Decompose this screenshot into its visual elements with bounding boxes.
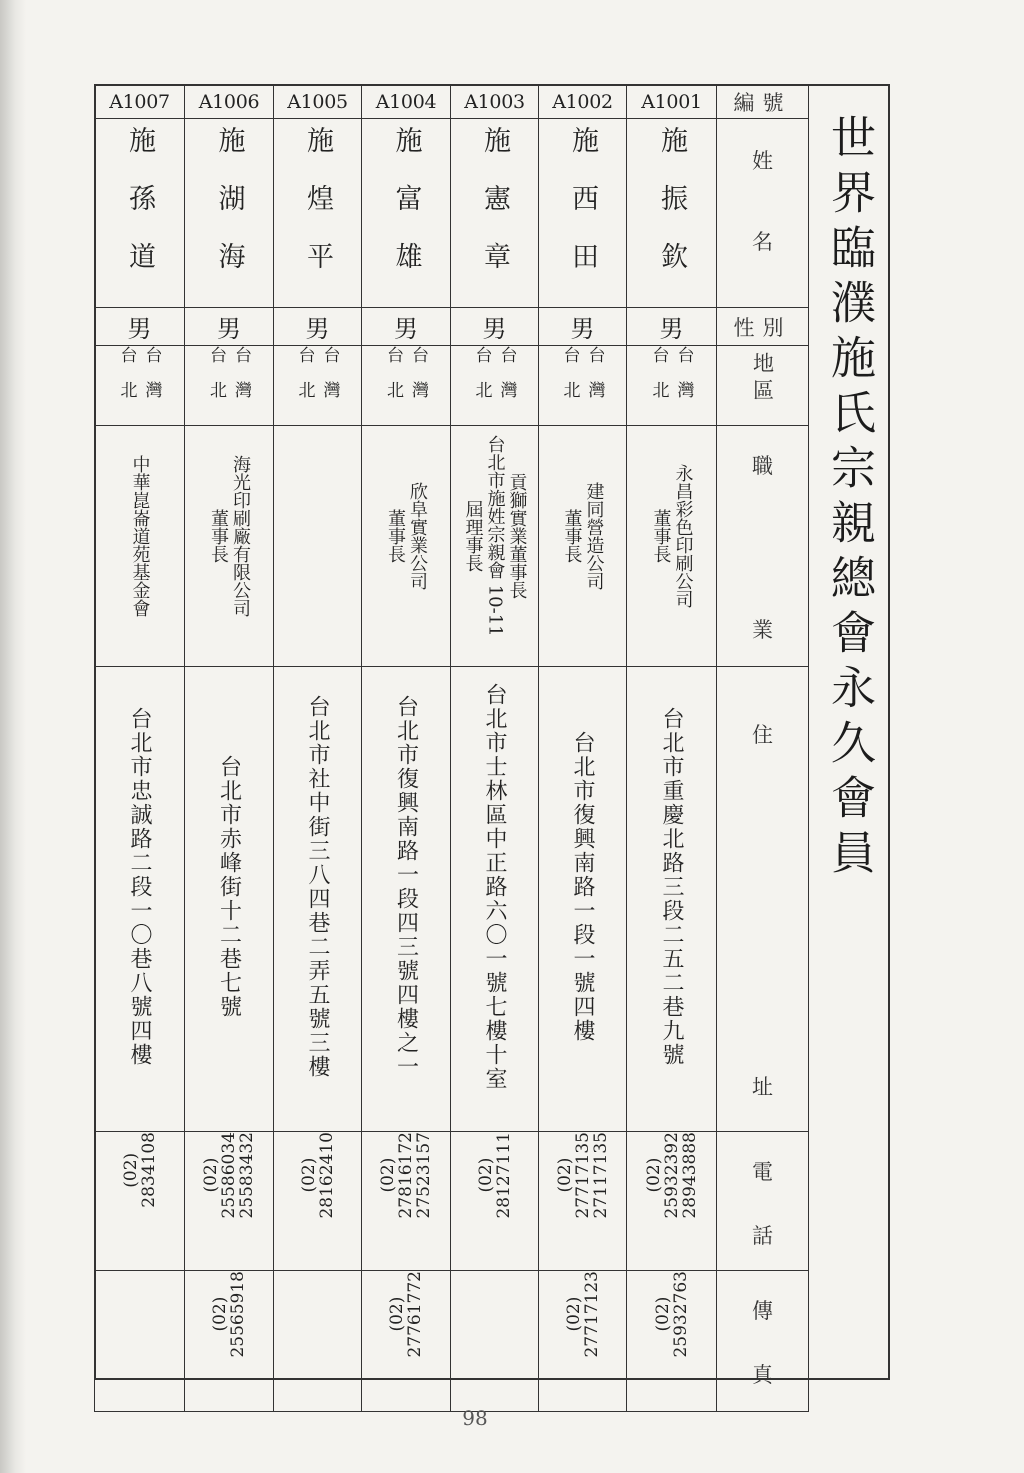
member-job-line: 董事長 bbox=[561, 509, 583, 563]
member-tel-line: (02) bbox=[298, 1157, 319, 1193]
member-tel-line: 25932392 bbox=[661, 1132, 682, 1219]
member-tel-line: (02) bbox=[643, 1157, 664, 1193]
member-job-line: 欣阜實業公司 bbox=[407, 482, 428, 590]
member-job-line: 貢獅實業董事長 bbox=[506, 473, 528, 599]
member-tel-line: (02) bbox=[378, 1157, 398, 1193]
member-job-line: 董事長 bbox=[208, 509, 229, 563]
member-name: 施煌平 bbox=[302, 126, 333, 300]
member-tel-line: (02) bbox=[475, 1157, 496, 1193]
member-region-2: 台北 bbox=[206, 346, 226, 416]
member-address: 台北市士林區中正路六〇一號七樓十室 bbox=[482, 683, 507, 1091]
label-sex: 性別 bbox=[717, 308, 809, 346]
member-tel-line: 28943888 bbox=[679, 1132, 700, 1219]
member-region-1: 台灣 bbox=[496, 346, 517, 416]
member-id: A1002 bbox=[539, 85, 627, 119]
member-tel-line: 27523157 bbox=[414, 1132, 434, 1219]
member-fax-line: (02) bbox=[563, 1296, 584, 1332]
member-address: 台北市復興南路一段一號四樓 bbox=[570, 731, 595, 1043]
book-spine-shadow bbox=[0, 0, 26, 1473]
label-addr-bottom: 址 bbox=[752, 1075, 773, 1099]
member-sex: 男 bbox=[185, 308, 274, 346]
member-region-2: 台北 bbox=[383, 346, 403, 416]
member-fax-line: 27761772 bbox=[405, 1271, 425, 1358]
member-tel-line: 28162410 bbox=[316, 1132, 337, 1219]
member-address: 台北市社中街三八四巷二弄五號三樓 bbox=[305, 695, 330, 1079]
page-title: 世界臨濮施氏宗親總會永久會員 bbox=[823, 114, 876, 884]
member-tel-line: 2834108 bbox=[138, 1132, 159, 1208]
member-region-1: 台灣 bbox=[231, 346, 251, 416]
page-number: 98 bbox=[462, 1406, 488, 1430]
member-address: 台北市赤峰街十二巷七號 bbox=[216, 755, 242, 1019]
member-name: 施富雄 bbox=[390, 126, 422, 300]
label-job-top: 職 bbox=[752, 454, 773, 478]
member-job-line: 董事長 bbox=[385, 509, 406, 563]
member-job-line: 董事長 bbox=[650, 509, 672, 563]
member-job-line: 台北市施姓宗親會 10-11 bbox=[484, 435, 506, 637]
member-address: 台北市忠誠路二段一〇巷八號四樓 bbox=[127, 707, 152, 1067]
member-fax-line: 27717123 bbox=[581, 1271, 602, 1358]
member-tel-line: 25583432 bbox=[237, 1132, 257, 1219]
member-region-1: 台灣 bbox=[141, 346, 162, 416]
member-fax-line: (02) bbox=[210, 1296, 230, 1332]
member-region-2: 台北 bbox=[648, 346, 669, 416]
member-fax-line: (02) bbox=[652, 1296, 673, 1332]
label-fax-bottom: 真 bbox=[752, 1363, 773, 1387]
member-job-line: 建同營造公司 bbox=[583, 482, 605, 590]
member-sex: 男 bbox=[451, 308, 539, 346]
member-job-line: 屆理事長 bbox=[462, 500, 484, 572]
member-id: A1005 bbox=[274, 85, 362, 119]
member-region-2: 台北 bbox=[294, 346, 315, 416]
member-tel-line: 27117135 bbox=[590, 1132, 611, 1219]
label-tel-bottom: 話 bbox=[752, 1224, 773, 1248]
member-tel-line: (02) bbox=[201, 1157, 221, 1193]
member-sex: 男 bbox=[95, 308, 185, 346]
member-fax-line: 25565918 bbox=[228, 1271, 248, 1358]
label-id: 編號 bbox=[717, 85, 809, 119]
member-region-2: 台北 bbox=[471, 346, 492, 416]
member-tel-line: 27816172 bbox=[396, 1132, 416, 1219]
member-fax-line: (02) bbox=[387, 1296, 407, 1332]
member-name: 施振欽 bbox=[656, 126, 687, 300]
member-region-2: 台北 bbox=[559, 346, 580, 416]
member-name: 施孫道 bbox=[124, 126, 155, 300]
member-name: 施西田 bbox=[567, 126, 598, 300]
member-region-1: 台灣 bbox=[408, 346, 428, 416]
member-region-1: 台灣 bbox=[319, 346, 340, 416]
member-fax-line: 25932763 bbox=[670, 1271, 691, 1358]
member-region-1: 台灣 bbox=[673, 346, 694, 416]
label-fax-top: 傳 bbox=[752, 1299, 773, 1323]
outer-frame bbox=[94, 84, 890, 1380]
member-id: A1001 bbox=[627, 85, 717, 119]
member-id: A1006 bbox=[185, 85, 274, 119]
member-name: 施湖海 bbox=[213, 126, 245, 300]
member-sex: 男 bbox=[539, 308, 627, 346]
member-job-line: 中華崑崙道苑基金會 bbox=[129, 455, 151, 617]
member-region-2: 台北 bbox=[116, 346, 137, 416]
member-name: 施憲章 bbox=[479, 126, 510, 300]
member-region-1: 台灣 bbox=[584, 346, 605, 416]
member-job-line: 海光印刷廠有限公司 bbox=[230, 455, 251, 617]
member-tel-line: 25586034 bbox=[219, 1132, 239, 1219]
label-name-bottom: 名 bbox=[752, 229, 773, 254]
member-address: 台北市重慶北路三段二五二巷九號 bbox=[659, 707, 684, 1067]
member-tel-line: (02) bbox=[120, 1152, 141, 1188]
label-addr-top: 住 bbox=[752, 723, 773, 747]
member-id: A1003 bbox=[451, 85, 539, 119]
member-tel-line: (02) bbox=[554, 1157, 575, 1193]
member-tel-line: 28127111 bbox=[493, 1132, 514, 1219]
member-address: 台北市復興南路一段四三號四樓之一 bbox=[393, 695, 419, 1079]
label-region: 地區 bbox=[750, 352, 775, 406]
member-id: A1004 bbox=[362, 85, 451, 119]
member-sex: 男 bbox=[362, 308, 451, 346]
member-sex: 男 bbox=[627, 308, 717, 346]
label-job-bottom: 業 bbox=[752, 618, 773, 642]
label-tel-top: 電 bbox=[752, 1160, 773, 1184]
member-id: A1007 bbox=[95, 85, 185, 119]
member-tel-line: 27717135 bbox=[572, 1132, 593, 1219]
member-sex: 男 bbox=[274, 308, 362, 346]
member-job-line: 永昌彩色印刷公司 bbox=[672, 464, 694, 608]
label-name-top: 姓 bbox=[752, 148, 773, 173]
